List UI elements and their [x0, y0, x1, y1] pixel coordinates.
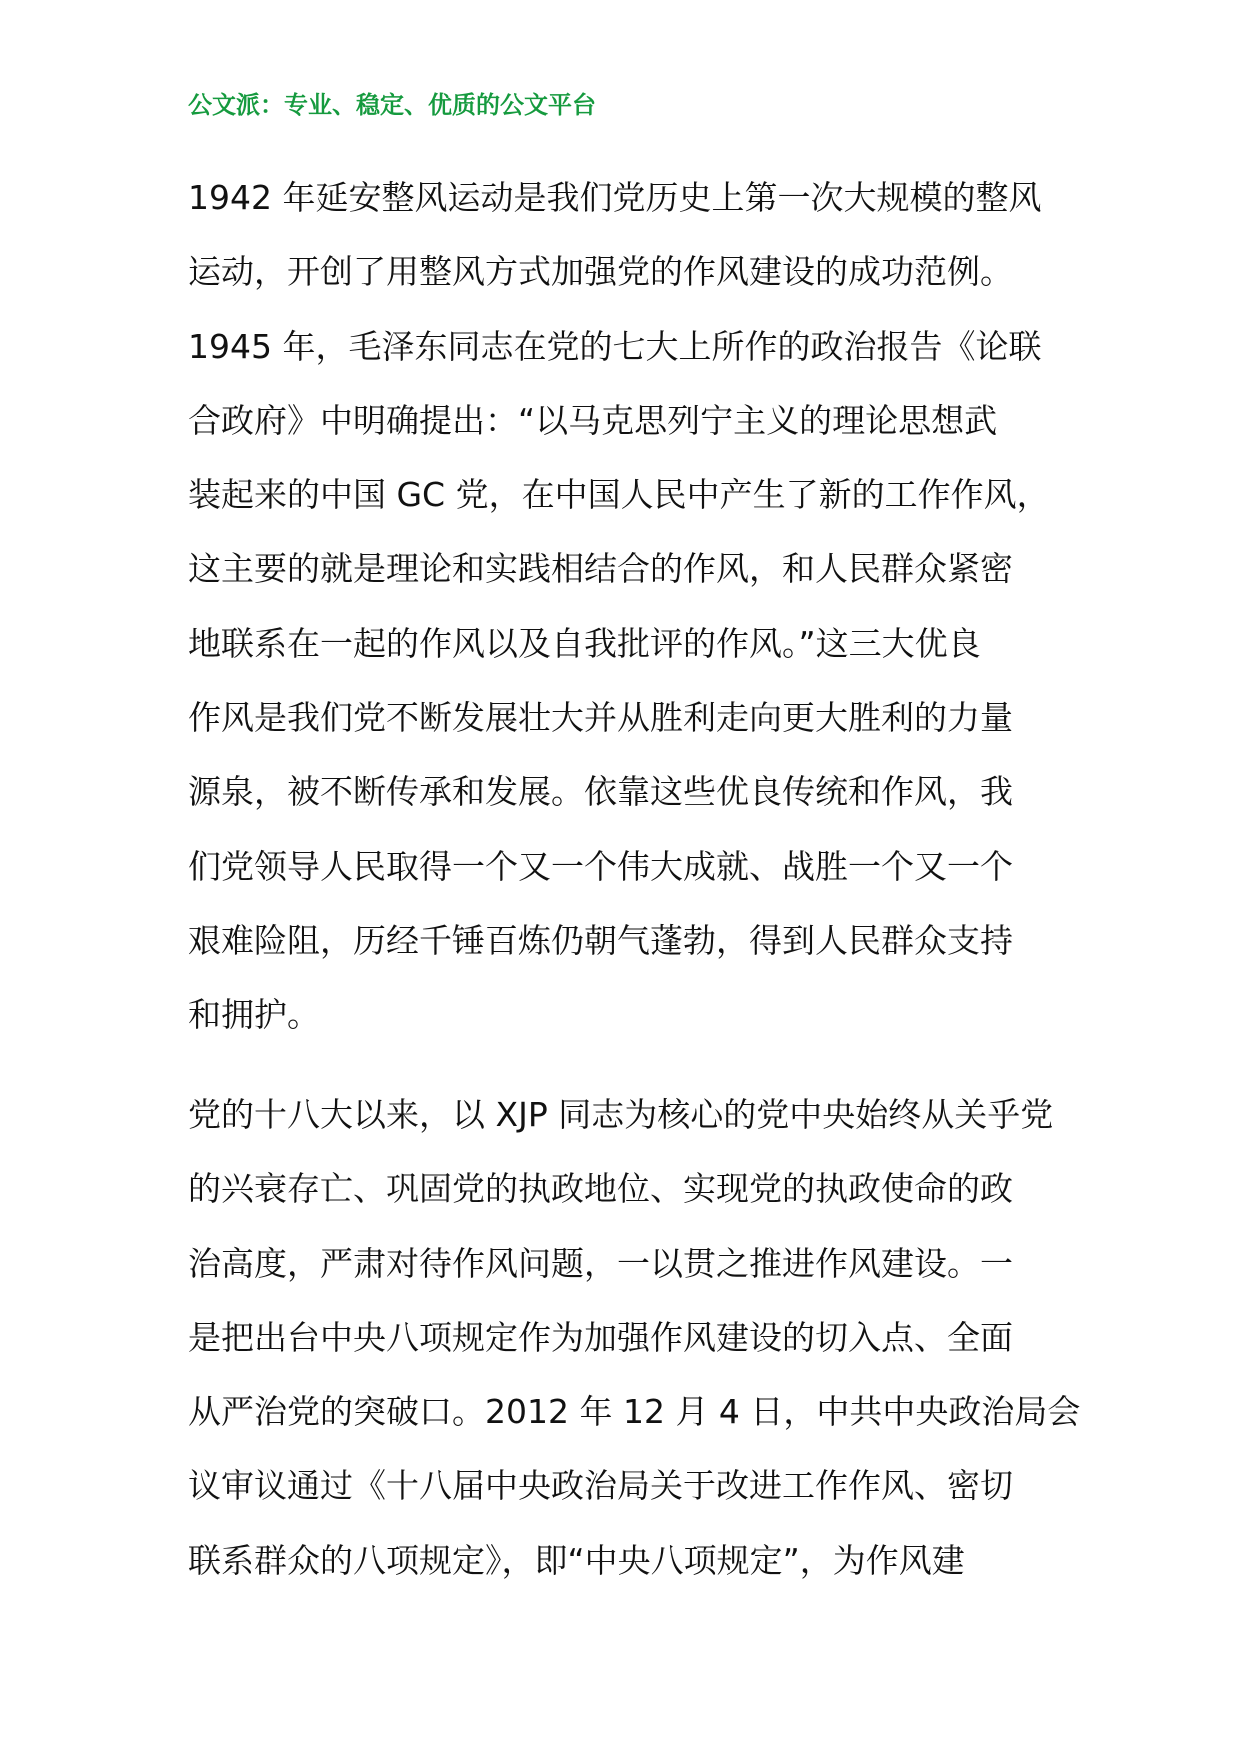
text-line: 装起来的中国 GC 党，在中国人民中产生了新的工作作风，: [188, 475, 1050, 515]
paragraph-2: [188, 1078, 1081, 1598]
text-line: 党的十八大以来，以 XJP 同志为核心的党中央始终从关乎党: [188, 1095, 1054, 1134]
text-line: 议审议通过《十八届中央政治局关于改进工作作风、密切: [188, 1466, 1013, 1506]
text-line: 艰难险阻，历经千锤百炼仍朝气蓬勃，得到人民群众支持: [188, 920, 1013, 960]
text-line: 地联系在一起的作风以及自我批评的作风。”这三大优良: [188, 623, 981, 663]
text-line: 1945 年，毛泽东同志在党的七大上所作的政治报告《论联: [188, 326, 1042, 366]
text-line: 是把出台中央八项规定作为加强作风建设的切入点、全面: [188, 1317, 1013, 1357]
header-banner: 公文派：专业、稳定、优质的公文平台: [188, 90, 596, 119]
paragraph-1: [188, 161, 1068, 1053]
text-line: 这主要的就是理论和实践相结合的作风，和人民群众紧密: [188, 549, 1013, 589]
text-line: 合政府》中明确提出：“以马克思列宁主义的理论思想武: [188, 400, 998, 440]
text-line: 治高度，严肃对待作风问题，一以贯之推进作风建设。一: [188, 1243, 1013, 1283]
text-line: 运动，开创了用整风方式加强党的作风建设的成功范例。: [188, 252, 1013, 292]
text-line: 联系群众的八项规定》，即“中央八项规定”，为作风建: [188, 1540, 965, 1580]
text-line: 和拥护。: [188, 995, 320, 1035]
text-line: 作风是我们党不断发展壮大并从胜利走向更大胜利的力量: [188, 698, 1013, 738]
text-line: 的兴衰存亡、巩固党的执政地位、实现党的执政使命的政: [188, 1169, 1013, 1209]
text-line: 从严治党的突破口。2012 年 12 月 4 日，中共中央政治局会: [188, 1392, 1081, 1432]
text-line: 们党领导人民取得一个又一个伟大成就、战胜一个又一个: [188, 846, 1013, 886]
text-line: 源泉，被不断传承和发展。依靠这些优良传统和作风，我: [188, 772, 1013, 812]
text-line: 1942 年延安整风运动是我们党历史上第一次大规模的整风: [188, 178, 1042, 217]
